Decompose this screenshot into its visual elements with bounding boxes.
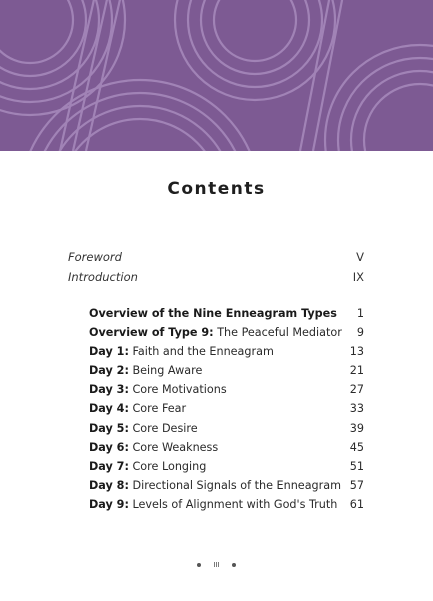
entry-page: 51 xyxy=(349,459,364,473)
toc-entry[interactable] xyxy=(89,495,364,514)
entry-label: Day 1: xyxy=(89,345,129,359)
entry-title: Faith and the Enneagram xyxy=(128,345,274,359)
nine-digit-pattern xyxy=(0,0,433,151)
entry-label: Day 6: xyxy=(89,440,129,454)
entry-label: Day 9: xyxy=(89,497,129,511)
entry-label: Day 7: xyxy=(89,459,129,473)
toc-entry[interactable] xyxy=(89,323,364,342)
entry-label: Overview of Type 9: xyxy=(89,326,214,340)
entry-title: Directional Signals of the Enneagram xyxy=(128,478,342,492)
entry-title: The Peaceful Mediator xyxy=(213,326,342,340)
entry-title: Core Longing xyxy=(128,459,207,473)
entry-page: 33 xyxy=(349,402,364,416)
entry-label: Day 8: xyxy=(89,478,129,492)
foreword-title: Foreword xyxy=(68,250,122,264)
toc-entry[interactable] xyxy=(89,438,364,457)
footer-dot-icon xyxy=(197,563,201,567)
entry-title: Core Motivations xyxy=(128,383,227,397)
toc-front-matter-introduction[interactable] xyxy=(68,268,364,286)
entry-page: 1 xyxy=(356,307,364,320)
toc-entries xyxy=(89,304,364,514)
entry-page: 45 xyxy=(349,440,364,454)
entry-label: Day 3: xyxy=(89,383,129,397)
toc-entry[interactable] xyxy=(89,457,364,476)
entry-label: Day 2: xyxy=(89,364,129,378)
page-footer xyxy=(0,561,433,569)
toc-entry[interactable] xyxy=(89,380,364,399)
page-title: Contents xyxy=(167,179,266,199)
entry-page: 57 xyxy=(349,478,364,492)
entry-page: 27 xyxy=(349,383,364,397)
toc-entry[interactable] xyxy=(89,419,364,438)
entry-page: 21 xyxy=(349,364,364,378)
entry-page: 13 xyxy=(349,345,364,359)
toc-entry[interactable] xyxy=(89,304,364,323)
introduction-title: Introduction xyxy=(68,270,138,284)
footer-dot-icon xyxy=(232,563,236,567)
toc-entry[interactable] xyxy=(89,476,364,495)
entry-page: 39 xyxy=(349,421,364,435)
page-folio: III xyxy=(213,561,220,569)
entry-title: Levels of Alignment with God's Truth xyxy=(128,497,338,511)
cover-banner xyxy=(0,0,433,151)
introduction-page: IX xyxy=(352,270,364,284)
entry-label: Day 4: xyxy=(89,402,129,416)
entry-title: Being Aware xyxy=(128,364,203,378)
entry-page: 61 xyxy=(349,497,364,511)
entry-title: Core Weakness xyxy=(128,440,219,454)
entry-title: Core Desire xyxy=(128,421,198,435)
toc-entry[interactable] xyxy=(89,361,364,380)
entry-page: 9 xyxy=(356,326,364,340)
toc-front-matter-foreword[interactable] xyxy=(68,248,364,266)
entry-label: Overview of the Nine Enneagram Types xyxy=(89,307,337,320)
foreword-page: V xyxy=(356,250,364,264)
toc-entry[interactable] xyxy=(89,399,364,418)
entry-title: Core Fear xyxy=(128,402,187,416)
toc-entry[interactable] xyxy=(89,342,364,361)
entry-label: Day 5: xyxy=(89,421,129,435)
